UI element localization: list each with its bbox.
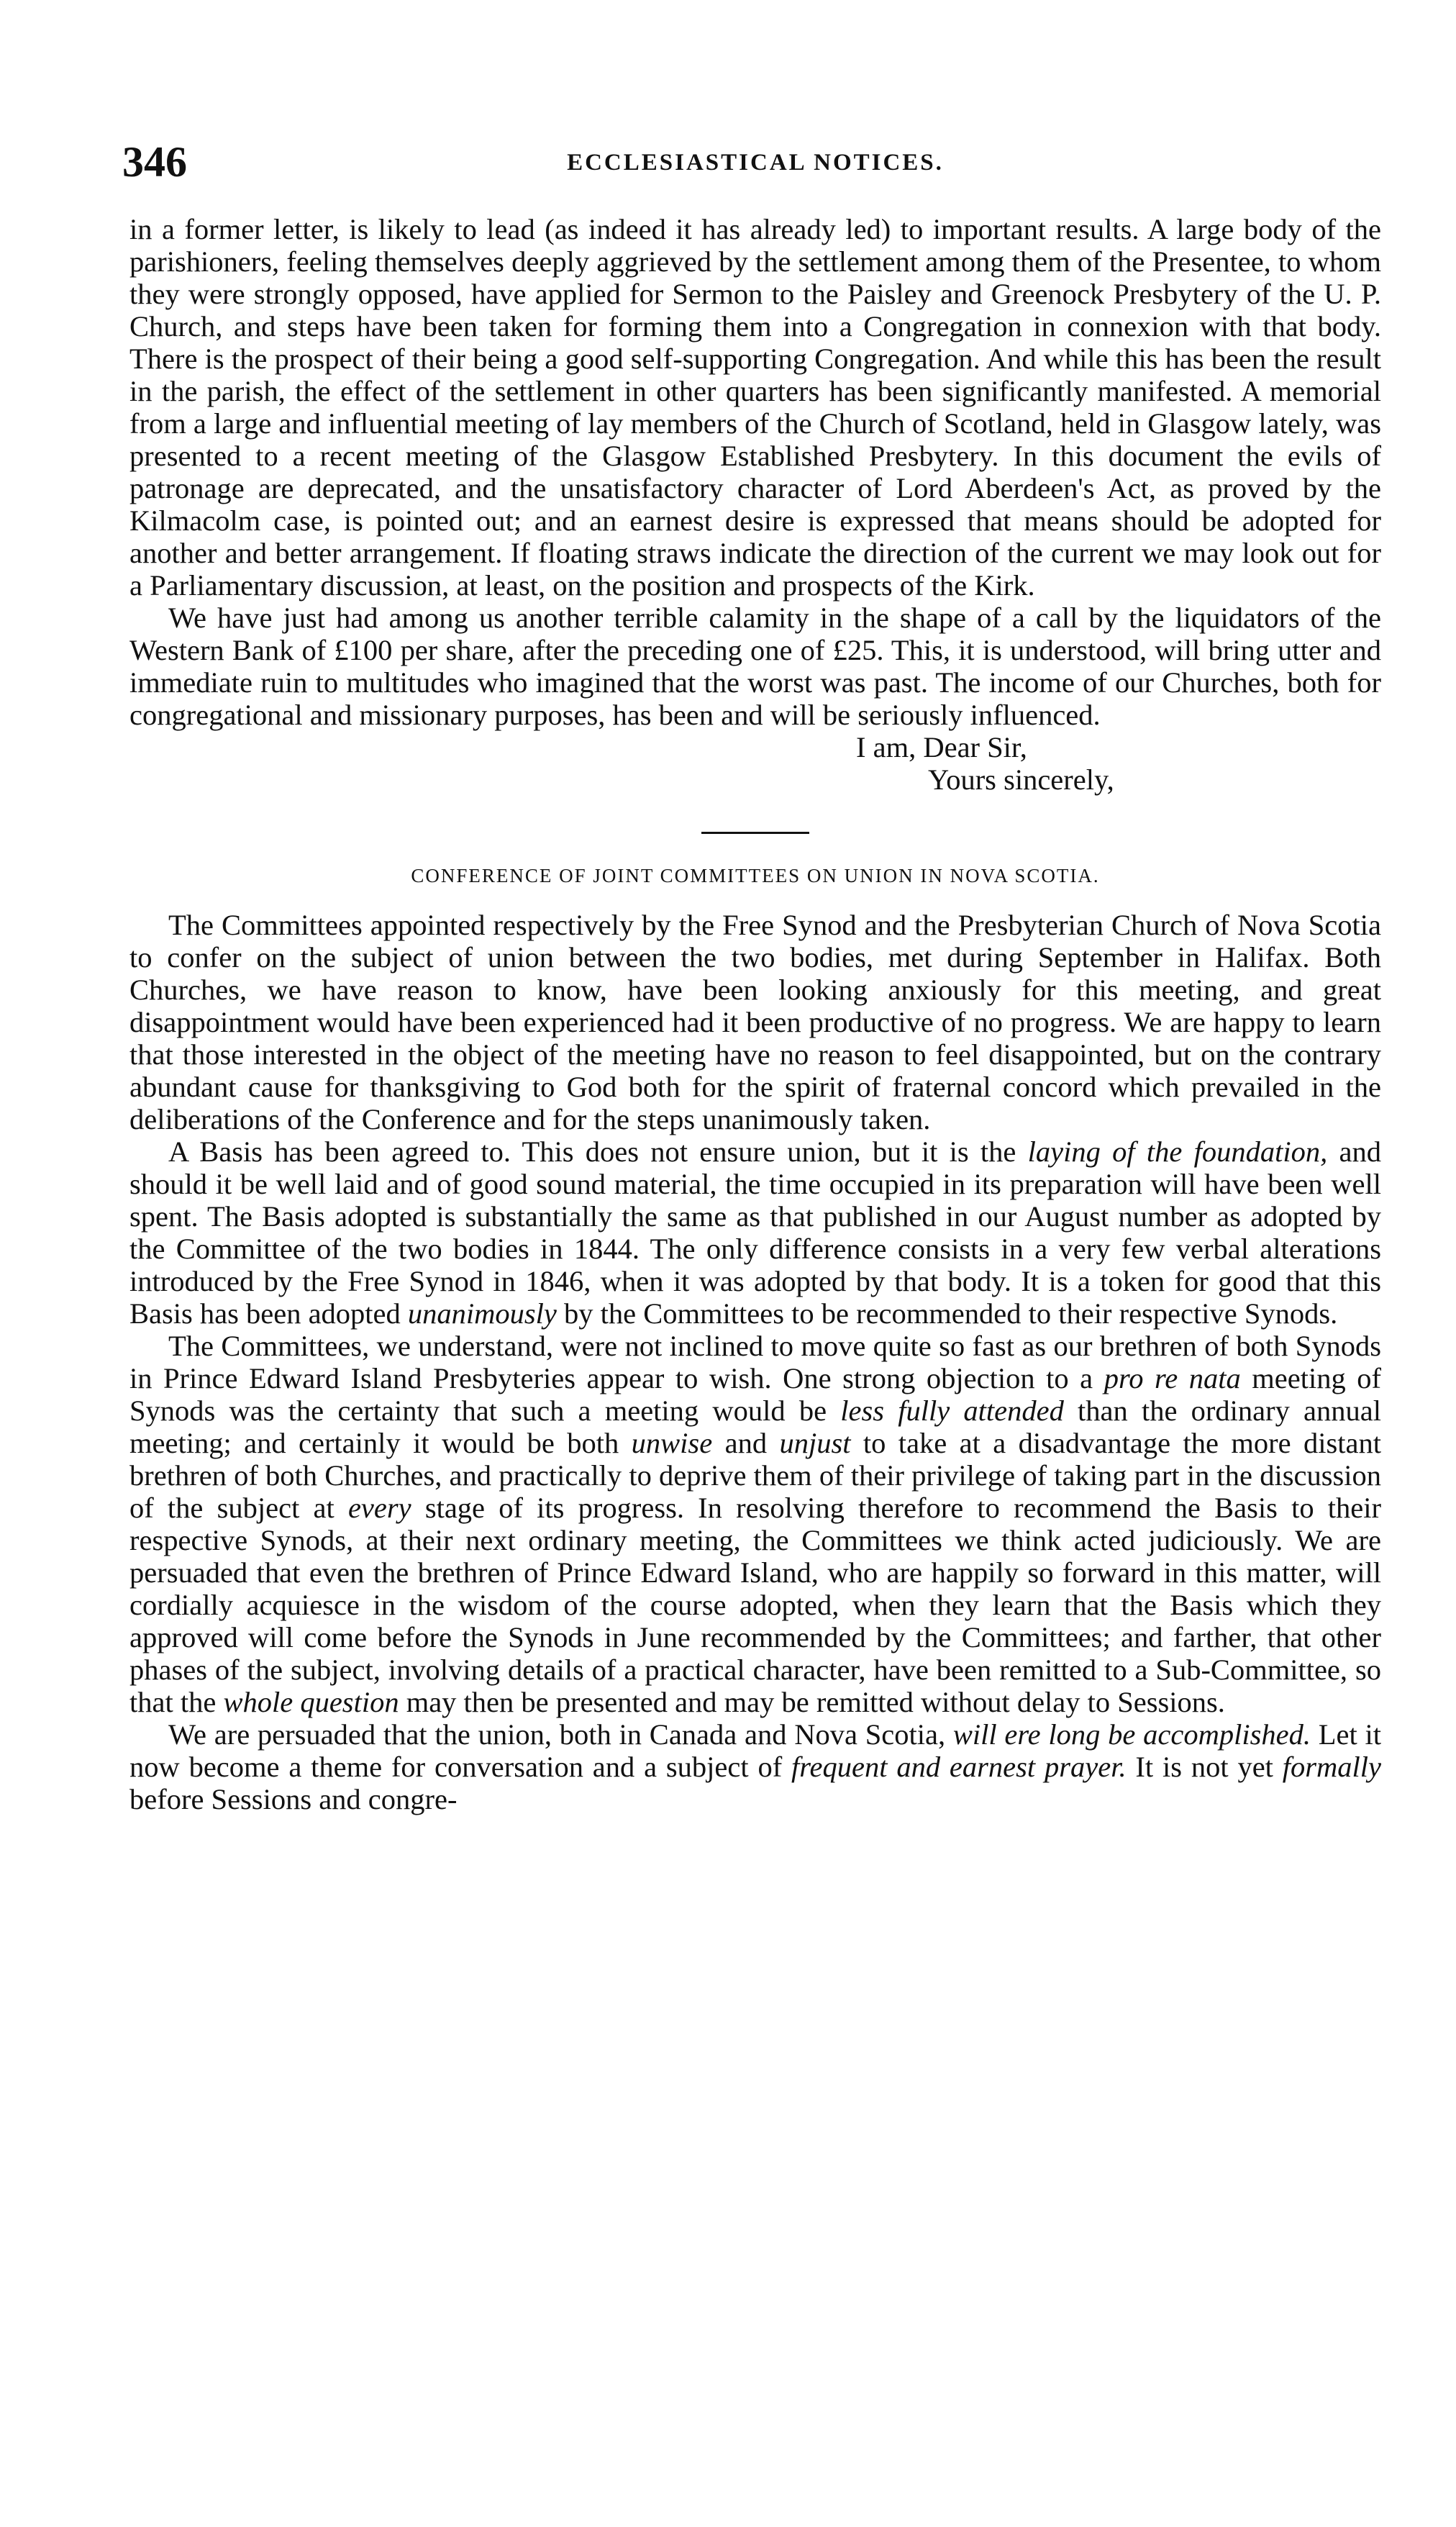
conference-section: [129, 861, 1381, 1815]
letter-paragraph-2: We have just had among us another terrible calamity in the shape of a call by the liquidators of the Western Bank of £100 per share, after the preceding one of £25. This, it is understood, will bring utter and immediate ruin to multitudes who imagined that the worst was past. The income of our Churches, both for congregational and missionary purposes, has been and will be seriously influenced.: [129, 602, 1381, 731]
text-run: We are persuaded that the union, both in Canada and Nova Scotia,: [168, 1718, 953, 1751]
text-run: by the Committees to be recommended to their respective Synods.: [556, 1297, 1338, 1330]
text-run: to take at a disadvantage the more distant brethren of both Churches, and practically to deprive them of their privilege of taking part in the discussion of the subject at: [129, 1427, 1382, 1524]
conference-paragraph-1: The Committees appointed respectively by the Free Synod and the Presbyterian Church of Nova Scotia to confer on the subject of union between the two bodies, met during September in Halifax. Both Churches, we have reason to know, have been looking anxiously for this meeting, and great disappointment would have been experienced had it been productive of no progress. We are happy to learn that those interested in the object of the meeting have no reason to feel disappointed, but on the contrary abundant cause for thanksgiving to God both for the spirit of fraternal concord which prevailed in the deliberations of the Conference and for the steps unanimously taken.: [129, 909, 1381, 1135]
text-run: and should it be well laid and of good sound material, the time occupied in its preparation will have been well spent. The Basis adopted is substantially the same as that published in our August number as adopted by the Committee of the two bodies in 1844. The only difference consists in a very few verbal alterations introduced by the Free Synod in 1846, when it was adopted by that body. It is a token for good that this Basis has been adopted: [129, 1135, 1381, 1330]
conference-paragraph-4: [129, 1718, 1381, 1815]
running-head: [122, 137, 1381, 187]
text-run: and: [712, 1427, 780, 1459]
text-run: It is not yet: [1126, 1751, 1283, 1783]
text-run: than the ordinary annual meeting; and certainly it would be both: [129, 1394, 1381, 1459]
italic-text: unjust: [779, 1427, 851, 1459]
italic-text: will ere long be accomplished.: [952, 1718, 1311, 1751]
italic-text: formally: [1282, 1751, 1382, 1783]
text-run: meeting of Synods was the certainty that such a meeting would be: [129, 1362, 1382, 1427]
letter-section: [129, 213, 1381, 796]
section-heading: CONFERENCE OF JOINT COMMITTEES ON UNION IN NOVA SCOTIA.: [411, 865, 1100, 886]
conference-paragraph-3: [129, 1330, 1381, 1718]
italic-text: unanimously: [407, 1297, 557, 1330]
italic-text: less fully attended: [840, 1394, 1064, 1427]
page: [122, 137, 1382, 1815]
text-run: may then be presented and may be remitted without delay to Sessions.: [399, 1686, 1225, 1718]
text-run: A Basis has been agreed to. This does not ensure union, but it is the: [168, 1135, 1028, 1168]
italic-text: unwise: [631, 1427, 713, 1459]
section-divider: [701, 832, 809, 834]
italic-text: every: [347, 1492, 411, 1524]
running-title: ECCLESIASTICAL NOTICES.: [567, 150, 944, 176]
text-run: Let it now become a theme for conversation and a subject of: [129, 1718, 1381, 1783]
italic-text: frequent and earnest prayer.: [791, 1751, 1127, 1783]
italic-text: laying of the foundation,: [1027, 1135, 1328, 1168]
text-run: stage of its progress. In resolving therefore to recommend the Basis to their respective Synods, at their next ordinary meeting, the Committees we think acted judiciously. We are persuaded that even the brethren of Prince Edward Island, who are happily so forward in this matter, will cordially acquiesce in the wisdom of the course adopted, when they learn that the Basis which they approved will come before the Synods in June recommended by the Committees; and farther, that other phases of the subject, involving details of a practical character, have been remitted to a Sub-Committee, so that the: [129, 1492, 1381, 1718]
letter-paragraph-1: in a former letter, is likely to lead (as indeed it has already led) to important results. A large body of the parishioners, feeling themselves deeply aggrieved by the settlement among them of the Presentee, to whom they were strongly opposed, have applied for Sermon to the Paisley and Greenock Presbytery of the U. P. Church, and steps have been taken for forming them into a Congregation in connexion with that body. There is the prospect of their being a good self-supporting Congregation. And while this has been the result in the parish, the effect of the settlement in other quarters has been significantly manifested. A memorial from a large and influential meeting of lay members of the Church of Scotland, held in Glasgow lately, was presented to a recent meeting of the Glasgow Established Presbytery. In this document the evils of patronage are deprecated, and the unsatisfactory character of Lord Aberdeen's Act, as proved by the Kilmacolm case, is pointed out; and an earnest desire is expressed that means should be adopted for another and better arrangement. If floating straws indicate the direction of the current we may look out for a Parliamentary discussion, at least, on the position and prospects of the Kirk.: [129, 213, 1381, 602]
page-number: 346: [122, 138, 187, 186]
conference-paragraph-2: [129, 1135, 1381, 1330]
text-run: before Sessions and congre-: [129, 1783, 458, 1815]
letter-closing: I am, Dear Sir,: [856, 731, 1027, 763]
italic-text: whole question: [223, 1686, 399, 1718]
italic-text: pro re nata: [1104, 1362, 1241, 1394]
text-run: The Committees, we understand, were not inclined to move quite so fast as our brethren of both Synods in Prince Edward Island Presbyteries appear to wish. One strong objection to a: [129, 1330, 1381, 1394]
letter-signoff: Yours sincerely,: [928, 763, 1114, 796]
